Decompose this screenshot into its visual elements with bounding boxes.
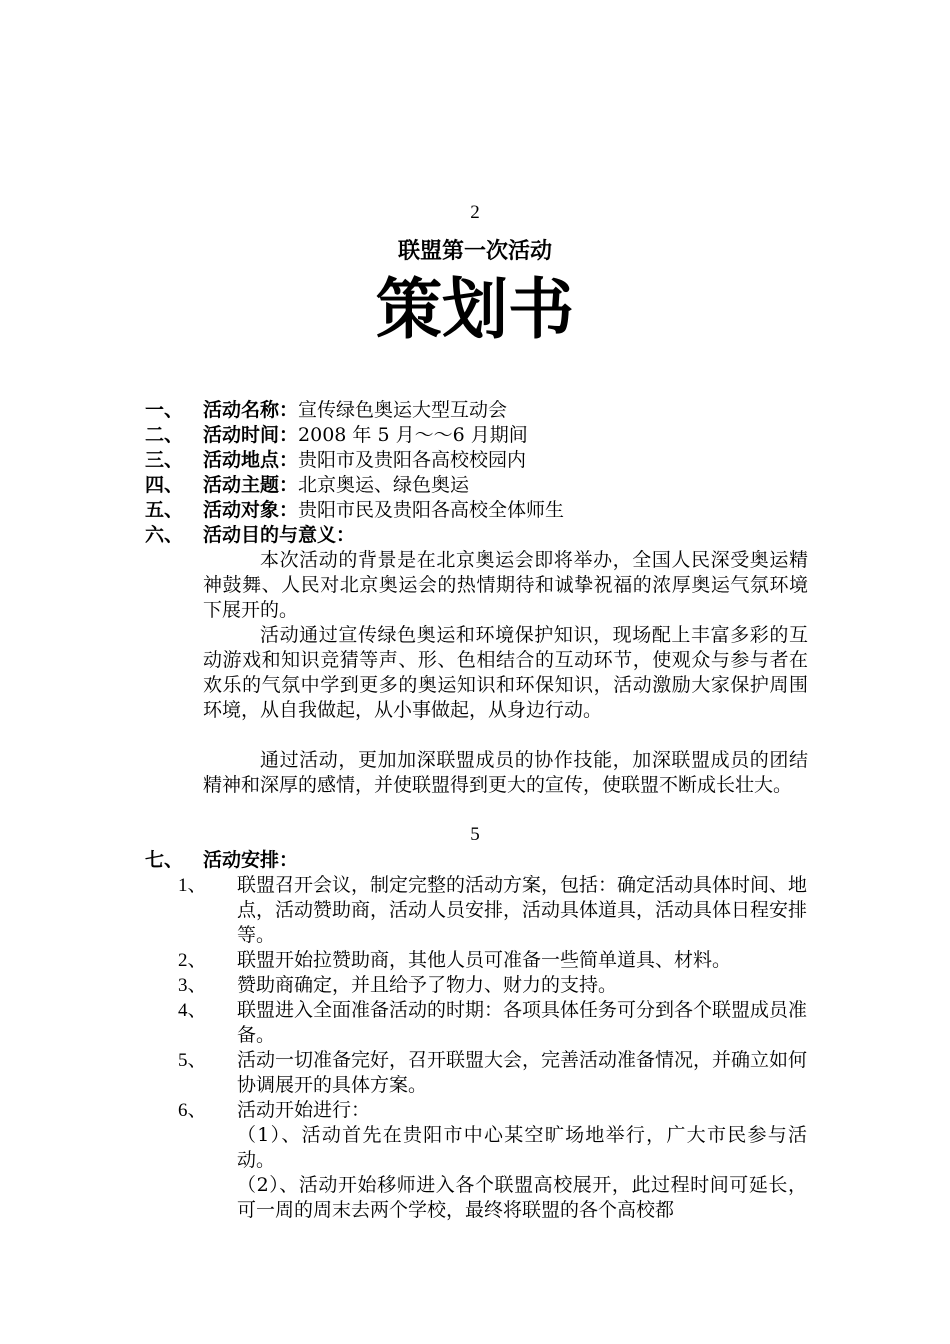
step-text: 联盟进入全面准备活动的时期：各项具体任务可分到各个联盟成员准备。: [237, 999, 808, 1046]
step-number: 2、: [178, 950, 207, 971]
sub-step-text: （2）、活动开始移师进入各个联盟高校展开，此过程时间可延长，可一周的周末去两个学校，最终将联盟的各个高校都: [237, 1174, 807, 1221]
item-label: 活动时间: [203, 424, 280, 446]
step-text: 联盟召开会议，制定完整的活动方案，包括：确定活动具体时间、地点，活动赞助商，活动人员安排，活动具体道具，活动具体日程安排等。: [237, 874, 808, 946]
item-label: 活动对象: [203, 499, 280, 521]
step-text: 赞助商确定，并且给予了物力、财力的支持。: [237, 974, 618, 996]
step-number: 1、: [178, 875, 207, 896]
item-value: 宣传绿色奥运大型互动会: [298, 399, 508, 421]
step-text: 联盟开始拉赞助商，其他人员可准备一些简单道具、材料。: [237, 949, 732, 971]
item-number: 五、: [145, 499, 184, 521]
page-number-middle: 5: [470, 824, 480, 845]
item-value: 贵阳市及贵阳各高校校园内: [298, 449, 527, 471]
step-number: 5、: [178, 1050, 207, 1071]
item-label: 活动名称: [203, 399, 280, 421]
purpose-paragraph-1: 本次活动的背景是在北京奥运会即将举办，全国人民深受奥运精神鼓舞、人民对北京奥运会的热情期待和诚挚祝福的浓厚奥运气氛环境下展开的。: [203, 549, 808, 621]
item-number: 七、: [145, 849, 184, 871]
item-label: 活动地点: [203, 449, 280, 471]
document-title: 策划书: [376, 271, 574, 348]
item-label: 活动安排：: [203, 849, 299, 871]
step-text: 活动开始进行：: [237, 1099, 371, 1121]
document-subtitle: 联盟第一次活动: [397, 239, 552, 264]
purpose-paragraph-3: 通过活动，更加加深联盟成员的协作技能，加深联盟成员的团结精神和深厚的感情，并使联盟得到更大的宣传，使联盟不断成长壮大。: [203, 749, 808, 796]
page-number-top: 2: [470, 202, 480, 223]
item-number: 六、: [145, 524, 184, 546]
item-number: 三、: [145, 449, 184, 471]
item-value: 北京奥运、绿色奥运: [298, 474, 470, 496]
item-number: 二、: [145, 424, 184, 446]
item-value: 2008 年 5 月～～6 月期间: [298, 424, 528, 446]
step-text: 活动一切准备完好，召开联盟大会，完善活动准备情况，并确立如何协调展开的具体方案。: [237, 1049, 808, 1096]
item-number: 四、: [145, 474, 184, 496]
step-number: 6、: [178, 1100, 207, 1121]
purpose-paragraph-2: 活动通过宣传绿色奥运和环境保护知识，现场配上丰富多彩的互动游戏和知识竞猜等声、形、色相结合的互动环节，使观众与参与者在欢乐的气氛中学到更多的奥运知识和环保知识，活动激励大家保护周围环境，从自我做起，从小事做起，从身边行动。: [203, 624, 808, 721]
item-label: 活动目的与意义：: [203, 524, 356, 546]
sub-step-text: （1）、活动首先在贵阳市中心某空旷场地举行，广大市民参与活动。: [237, 1124, 807, 1171]
item-label: 活动主题: [203, 474, 280, 496]
item-number: 一、: [145, 399, 184, 421]
item-value: 贵阳市民及贵阳各高校全体师生: [298, 499, 565, 521]
step-number: 3、: [178, 975, 207, 996]
step-number: 4、: [178, 1000, 207, 1021]
